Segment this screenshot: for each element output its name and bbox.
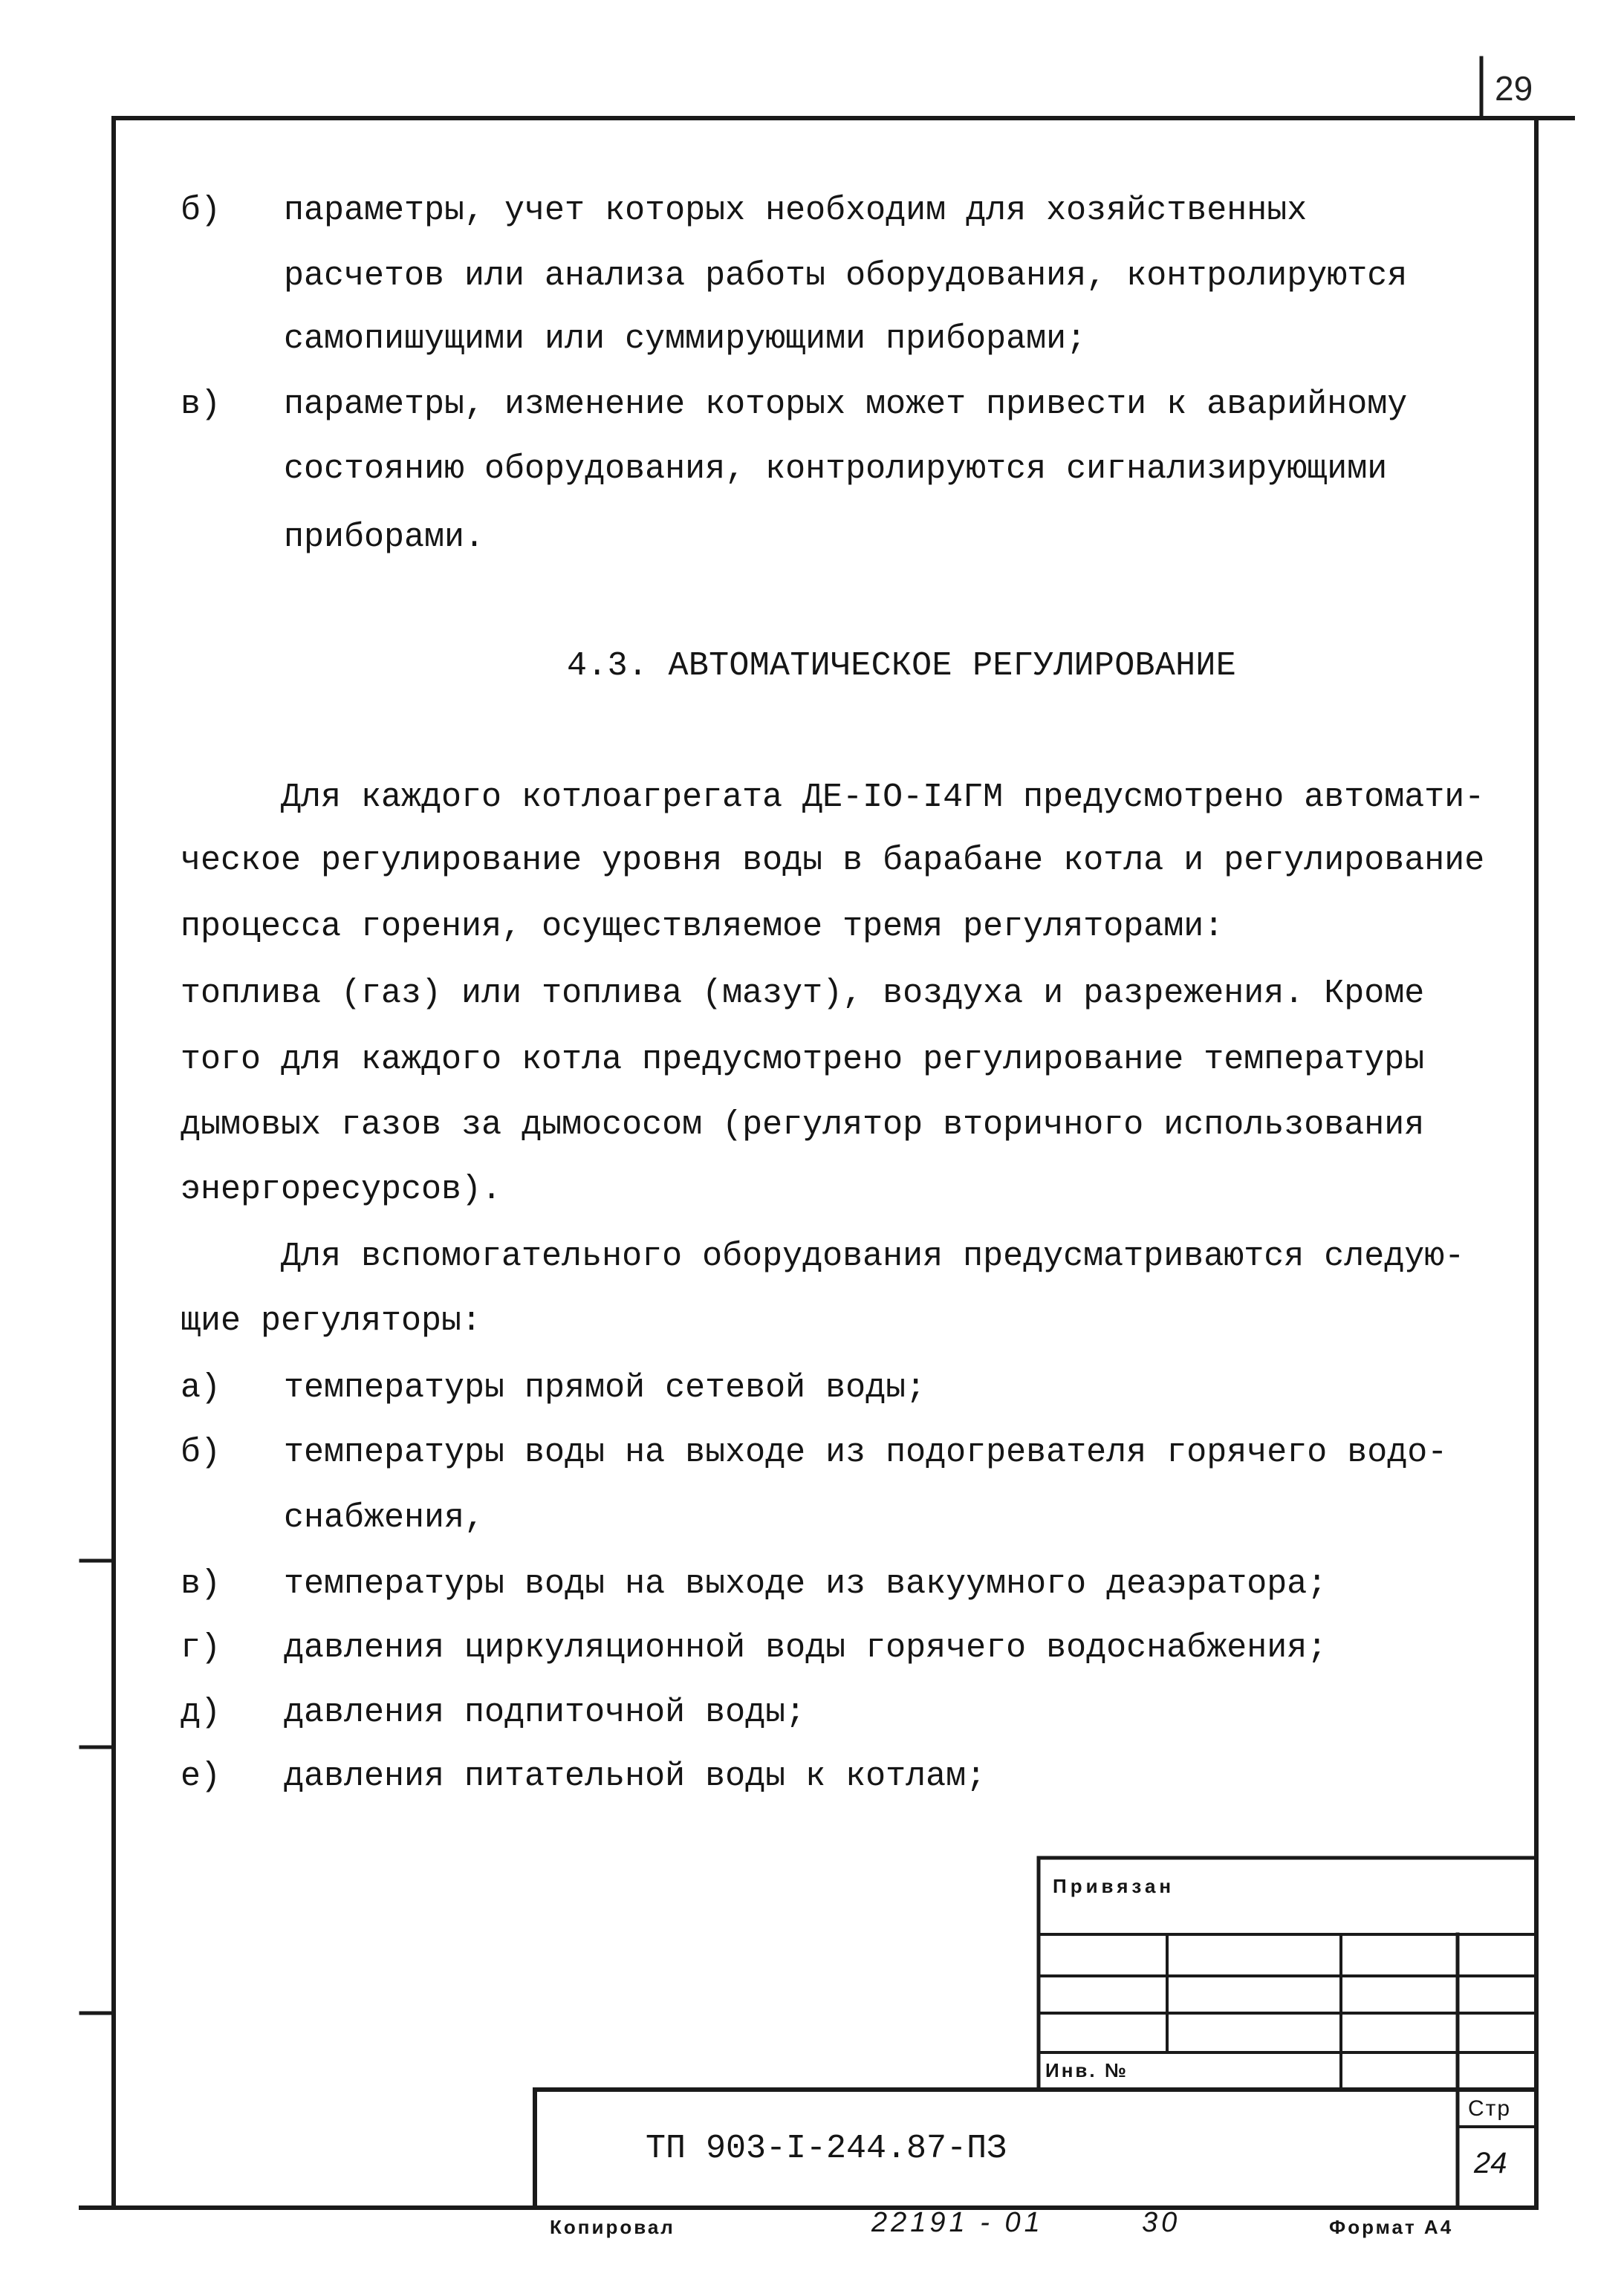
paragraph-line: щие регуляторы: xyxy=(181,1302,482,1340)
paragraph-line: процесса горения, осуществляемое тремя регуляторами: xyxy=(181,908,1224,946)
list-item-line: снабжения, xyxy=(284,1499,485,1537)
list-item-line: расчетов или анализа работы оборудования, контролируются xyxy=(284,257,1408,295)
list-item-line: приборами. xyxy=(284,519,485,556)
format-label: Формат А4 xyxy=(1329,2216,1454,2238)
list-item-line: параметры, изменение которых может привести к аварийному xyxy=(284,386,1408,423)
list-item-line: давления питательной воды к котлам; xyxy=(284,1758,987,1795)
paragraph-line: того для каждого котла предусмотрено регулирование температуры xyxy=(181,1041,1425,1079)
list-marker: в) xyxy=(181,386,221,423)
list-marker: е) xyxy=(181,1758,221,1795)
inventory-label: Инв. № xyxy=(1045,2059,1128,2081)
list-item-line: параметры, учет которых необходим для хозяйственных xyxy=(284,192,1308,230)
sheet-label: Стр xyxy=(1468,2096,1512,2121)
paragraph-line: ческое регулирование уровня воды в барабане котла и регулирование xyxy=(181,842,1485,880)
list-item-line: давления подпиточной воды; xyxy=(284,1694,806,1732)
list-item-line: давления циркуляционной воды горячего водоснабжения; xyxy=(284,1629,1328,1667)
order-number: 22191 - 01 xyxy=(871,2207,1044,2238)
list-marker: в) xyxy=(181,1565,221,1603)
paragraph-line: дымовых газов за дымососом (регулятор вторичного использования xyxy=(181,1106,1425,1144)
paragraph-line: топлива (газ) или топлива (мазут), воздуха и разрежения. Кроме xyxy=(181,975,1425,1012)
list-item-line: самопишущими или суммирующими приборами; xyxy=(284,320,1087,358)
list-marker: д) xyxy=(181,1694,221,1732)
order-sheet: 30 xyxy=(1142,2207,1181,2238)
paragraph-line: Для каждого котлоагрегата ДЕ-IO-I4ГМ предусмотрено автомати- xyxy=(281,778,1485,816)
list-item-line: состоянию оборудования, контролируются сигнализирующими xyxy=(284,450,1388,488)
list-item-line: температуры воды на выходе из вакуумного деаэратора; xyxy=(284,1565,1328,1603)
list-item-line: температуры прямой сетевой воды; xyxy=(284,1369,926,1407)
list-item-line: температуры воды на выходе из подогревателя горячего водо- xyxy=(284,1434,1448,1472)
copied-label: Копировал xyxy=(550,2216,675,2238)
list-marker: г) xyxy=(181,1629,221,1667)
list-marker: а) xyxy=(181,1369,221,1407)
page-number: 29 xyxy=(1495,69,1533,108)
bound-label: Привязан xyxy=(1053,1875,1175,1897)
paragraph-line: Для вспомогательного оборудования предусматриваются следую- xyxy=(281,1238,1465,1275)
sheet-number: 24 xyxy=(1474,2147,1507,2179)
section-heading: 4.3. АВТОМАТИЧЕСКОЕ РЕГУЛИРОВАНИЕ xyxy=(567,647,1237,685)
document-code: ТП 903-I-244.87-ПЗ xyxy=(646,2130,1007,2168)
list-marker: б) xyxy=(181,192,221,230)
paragraph-line: энергоресурсов). xyxy=(181,1171,502,1209)
list-marker: б) xyxy=(181,1434,221,1472)
